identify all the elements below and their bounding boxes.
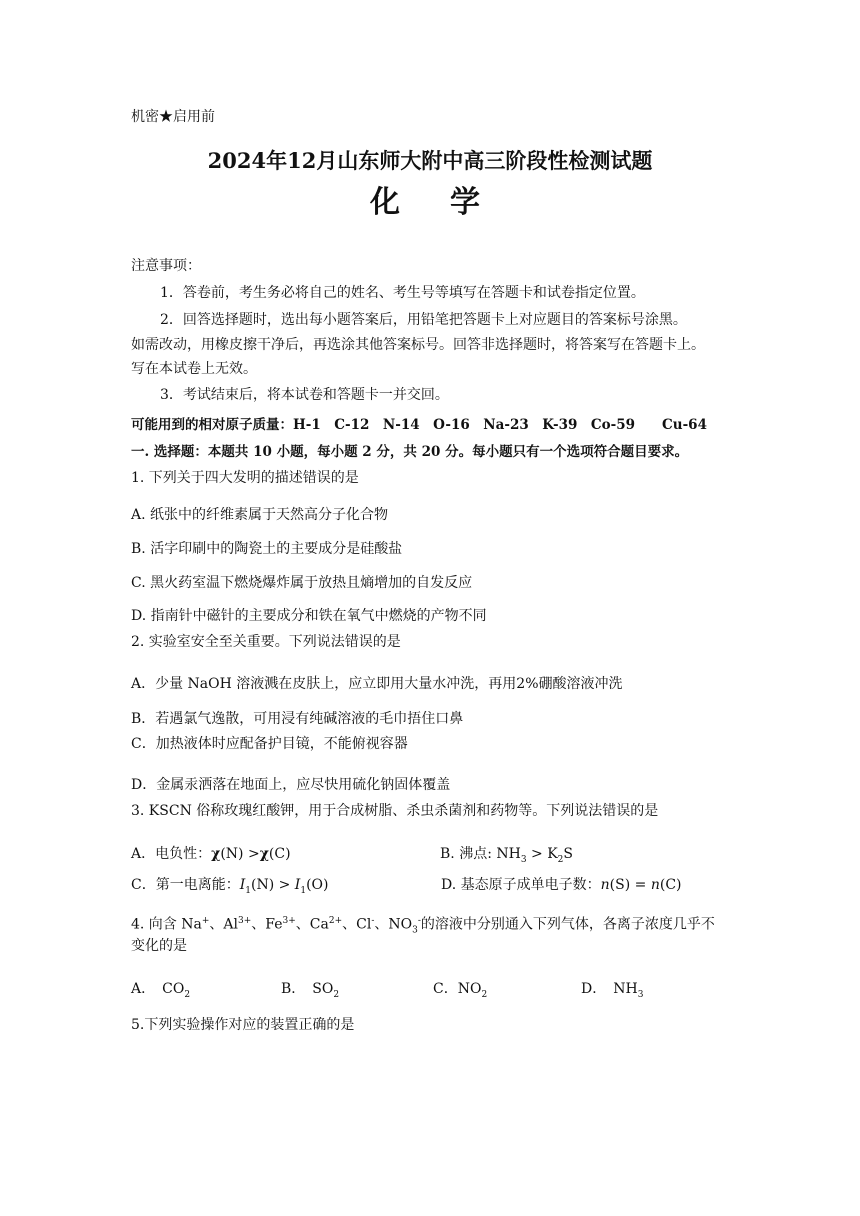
q2-option-d: D．金属汞洒落在地面上，应尽快用硫化钠固体覆盖 [131,777,451,793]
q4-option-b: B． $SO_2$ [281,981,340,1000]
section-heading: 一. 选择题：本题共 10 小题，每小题 2 分，共 20 分。每小题只有一个选项符合题目要求。 [131,444,689,460]
atomic-masses: 可能用到的相对原子质量：H-1 C-12 N-14 O-16 Na-23 K-39 Co-59 Cu-64 [131,417,707,433]
q2-stem: 2. 实验室安全至关重要。下列说法错误的是 [131,634,401,650]
confidential-mark: 机密★启用前 [131,109,215,125]
q4-option-d: D． $NH_3$ [581,981,644,1000]
q4-stem: 4. 向含 Na+、$Al^{3+}$、$Fe^{3+}$、$Ca^{2+}$、Cl-、$NO_3^-$的溶液中分别通入下列气体，各离子浓度几乎不 [131,916,715,936]
q2-option-b: B．若遇氯气逸散，可用浸有纯碱溶液的毛巾捂住口鼻 [131,711,464,727]
note-item-2: 2．回答选择题时，选出每小题答案后，用铅笔把答题卡上对应题目的答案标号涂黑。 [160,312,687,328]
q1-option-a: A. 纸张中的纤维素属于天然高分子化合物 [131,507,389,523]
note-item-3: 3．考试结束后，将本试卷和答题卡一并交回。 [160,387,449,403]
q2-option-c: C．加热液体时应配备护目镜，不能俯视容器 [131,736,408,752]
note-item-2-cont2: 写在本试卷上无效。 [131,361,257,377]
q3-option-a: A．电负性：χ(N) >χ(C) [131,846,291,862]
q4-option-a: A． $CO_2$ [131,981,191,1000]
q4-option-c: C．$NO_2$ [433,981,488,1000]
q1-option-b: B. 活字印刷中的陶瓷土的主要成分是硅酸盐 [131,541,403,557]
q1-option-c: C. 黑火药室温下燃烧爆炸属于放热且熵增加的自发反应 [131,575,473,591]
q5-stem: 5.下列实验操作对应的装置正确的是 [131,1017,355,1033]
exam-title: 2024年12月山东师大附中高三阶段性检测试题 [207,148,653,173]
notes-heading: 注意事项： [131,258,201,274]
q3-option-b: B. 沸点: $NH_3 > K_2S$ [440,846,573,865]
note-item-2-cont: 如需改动，用橡皮擦干净后，再选涂其他答案标号。回答非选择题时，将答案写在答题卡上。 [131,337,705,353]
q3-option-c: C．第一电离能：$I_1(N) > I_1(O)$ [131,877,329,896]
note-item-1: 1．答卷前，考生务必将自己的姓名、考生号等填写在答题卡和试卷指定位置。 [160,285,645,301]
q3-stem: 3. KSCN 俗称玫瑰红酸钾，用于合成树脂、杀虫杀菌剂和药物等。下列说法错误的是 [131,803,659,819]
q1-option-d: D. 指南针中磁针的主要成分和铁在氧气中燃烧的产物不同 [131,608,487,624]
q4-stem-cont: 变化的是 [131,938,187,954]
subject-title: 化 学 [370,185,490,220]
q1-stem: 1. 下列关于四大发明的描述错误的是 [131,470,359,486]
q3-option-d: D. 基态原子成单电子数：n(S) = n(C) [441,877,682,893]
q2-option-a: A．少量 NaOH 溶液溅在皮肤上，应立即用大量水冲洗，再用2%硼酸溶液冲洗 [131,676,623,692]
